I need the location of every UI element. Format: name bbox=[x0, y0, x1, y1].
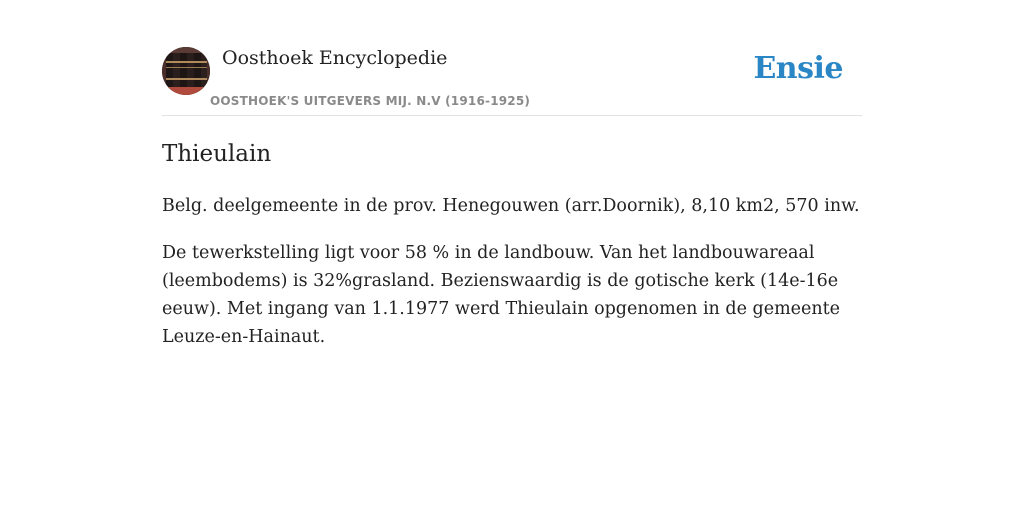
encyclopedia-books-icon bbox=[162, 47, 210, 95]
source-avatar[interactable] bbox=[162, 47, 210, 95]
source-title[interactable]: Oosthoek Encyclopedie bbox=[222, 47, 448, 69]
ensie-logo-link[interactable]: Ensie bbox=[753, 51, 843, 86]
page-container bbox=[162, 0, 862, 347]
entry-body bbox=[162, 192, 862, 370]
entry-paragraph: Belg. deelgemeente in de prov. Henegouwen (arr.Doornik), 8,10 km2, 570 inw. bbox=[162, 196, 860, 216]
source-subtitle: OOSTHOEK'S UITGEVERS MIJ. N.V (1916-1925) bbox=[210, 94, 531, 108]
header bbox=[162, 0, 862, 116]
entry-title: Thieulain bbox=[162, 141, 272, 167]
entry-paragraph: De tewerkstelling ligt voor 58 % in de landbouw. Van het landbouwareaal (leembodems) is 32%grasland. Bezienswaardig is de gotische kerk (14e-16e eeuw). Met ingang van 1.1.1977 werd Thieulain opgenomen in de gemeente Leuze-en-Hainaut. bbox=[162, 243, 841, 347]
